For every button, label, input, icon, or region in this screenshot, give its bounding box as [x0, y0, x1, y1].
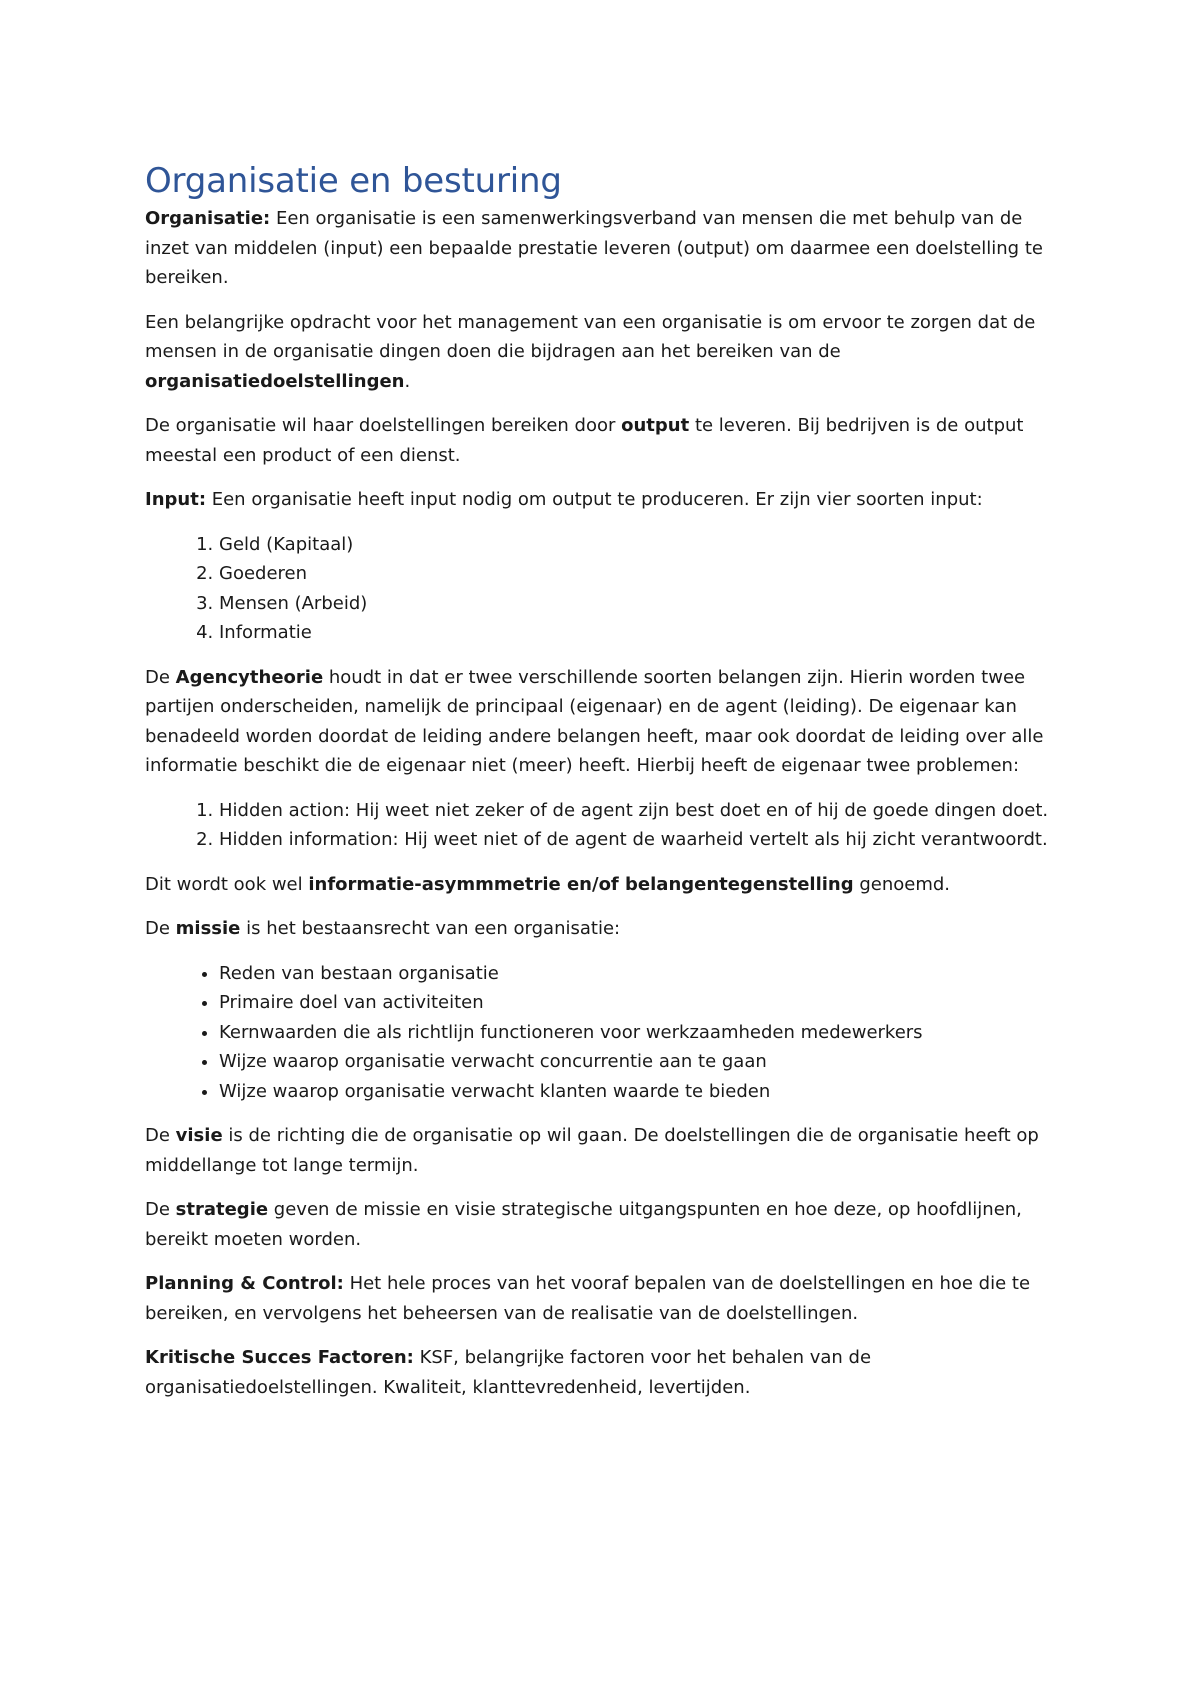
paragraph-management: [145, 308, 1065, 397]
paragraph-visie: [145, 1121, 1065, 1180]
input-list: [145, 530, 1065, 648]
paragraph-text-start: De: [145, 918, 176, 939]
paragraph-input: [145, 485, 1065, 515]
term-ksf: Kritische Succes Factoren:: [145, 1347, 414, 1368]
paragraph-text: Een organisatie heeft input nodig om output te produceren. Er zijn vier soorten input:: [206, 489, 983, 510]
paragraph-text-start: De: [145, 1199, 176, 1220]
paragraph-text-end: genoemd.: [853, 873, 951, 895]
term-informatie-asymmetrie: informatie-asymmmetrie en/of belangentegenstelling: [308, 873, 854, 895]
list-item: • Wijze waarop organisatie verwacht klanten waarde te bieden: [219, 1077, 1065, 1107]
paragraph-text: De organisatie wil haar doelstellingen bereiken door: [145, 415, 622, 436]
list-item: 2. Hidden information: Hij weet niet of de agent de waarheid vertelt als hij zicht verantwoordt.: [219, 825, 1065, 855]
paragraph-informatie-asymmetrie: [145, 870, 1065, 900]
problems-list: [145, 796, 1065, 855]
paragraph-text-end: is de richting die de organisatie op wil gaan. De doelstellingen die de organisatie heeft op middellange tot lange termijn.: [145, 1125, 1039, 1176]
paragraph-text-start: De: [145, 666, 176, 688]
term-strategie: strategie: [175, 1199, 269, 1220]
paragraph-text-end: geven de missie en visie strategische uitgangspunten en hoe deze, op hoofdlijnen, bereikt moeten worden.: [145, 1199, 1022, 1250]
list-item: • Reden van bestaan organisatie: [219, 959, 1065, 989]
paragraph-text-start: De: [145, 1125, 176, 1146]
paragraph-text: Een belangrijke opdracht voor het management van een organisatie is om ervoor te zorgen dat de mensen in de organisatie dingen doen die bijdragen aan het bereiken van de: [145, 311, 1036, 362]
document-body: [145, 160, 1065, 1417]
list-item: 4. Informatie: [219, 618, 1065, 648]
term-agencytheorie: Agencytheorie: [175, 666, 324, 688]
paragraph-text: Een organisatie is een samenwerkingsverband van mensen die met behulp van de inzet van middelen (input) een bepaalde prestatie leveren (output) om daarmee een doelstelling te bereiken.: [145, 208, 1043, 288]
list-item: 1. Geld (Kapitaal): [219, 530, 1065, 560]
paragraph-text: Het hele proces van het vooraf bepalen van de doelstellingen en hoe die te bereiken, en vervolgens het beheersen van de realisatie van de doelstellingen.: [145, 1273, 1031, 1324]
term-input: Input:: [145, 489, 207, 510]
mission-list: [145, 959, 1065, 1107]
paragraph-planning-control: [145, 1269, 1065, 1328]
term-organisatie: Organisatie:: [145, 208, 271, 229]
term-visie: visie: [175, 1125, 223, 1146]
list-item: 2. Goederen: [219, 559, 1065, 589]
paragraph-text: houdt in dat er twee verschillende soorten belangen zijn. Hierin worden twee partijen onderscheiden, namelijk de principaal (eigenaar) en de agent (leiding). De eigenaar kan benadeeld worden doordat de leiding andere belangen heeft, maar ook doordat de leiding over alle informatie beschikt die de eigenaar niet (meer) heeft. Hierbij heeft de eigenaar twee problemen:: [145, 666, 1044, 776]
page-title: Organisatie en besturing: [145, 161, 562, 201]
term-missie: missie: [175, 918, 241, 939]
paragraph-strategie: [145, 1195, 1065, 1254]
term-planning-control: Planning & Control:: [145, 1273, 344, 1294]
paragraph-text-end: te leveren. Bij bedrijven is de output meestal een product of een dienst.: [145, 415, 1024, 466]
list-item: • Kernwaarden die als richtlijn functioneren voor werkzaamheden medewerkers: [219, 1018, 1065, 1048]
paragraph-agencytheorie: [145, 663, 1065, 781]
list-item: • Wijze waarop organisatie verwacht concurrentie aan te gaan: [219, 1047, 1065, 1077]
paragraph-text-end: .: [404, 370, 411, 392]
paragraph-output: [145, 411, 1065, 470]
list-item: 1. Hidden action: Hij weet niet zeker of de agent zijn best doet en of hij de goede dingen doet.: [219, 796, 1065, 826]
paragraph-organisatie: [145, 204, 1065, 293]
paragraph-text-end: is het bestaansrecht van een organisatie:: [240, 918, 621, 939]
list-item: 3. Mensen (Arbeid): [219, 589, 1065, 619]
term-output: output: [621, 415, 690, 436]
paragraph-missie: [145, 914, 1065, 944]
term-organisatiedoelstellingen: organisatiedoelstellingen: [145, 370, 405, 392]
list-item: • Primaire doel van activiteiten: [219, 988, 1065, 1018]
paragraph-ksf: [145, 1343, 1065, 1402]
paragraph-text-start: Dit wordt ook wel: [145, 873, 309, 895]
paragraph-text: KSF, belangrijke factoren voor het behalen van de organisatiedoelstellingen. Kwaliteit, klanttevredenheid, levertijden.: [145, 1347, 872, 1398]
